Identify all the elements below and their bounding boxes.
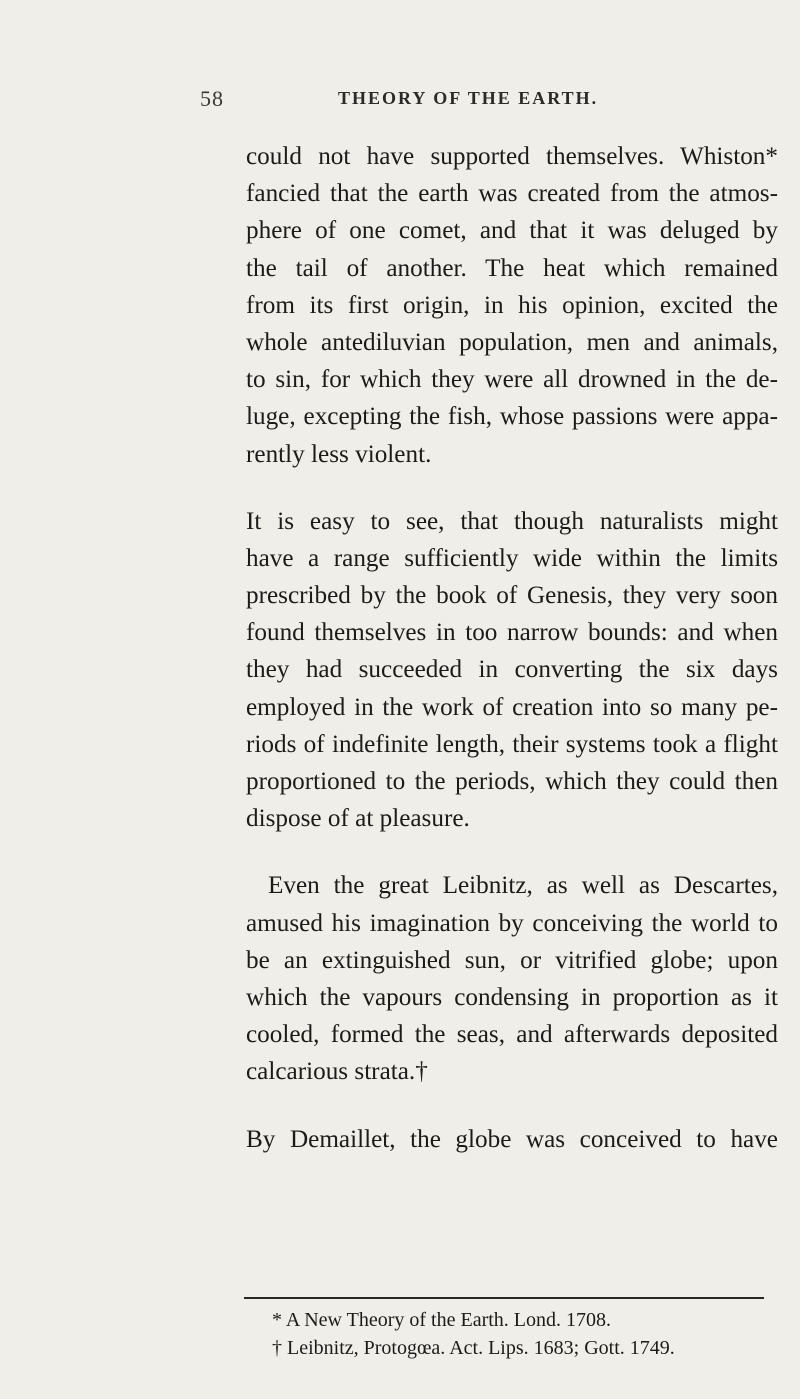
text-line: luge, excepting the fish, whose passions were appa- [246, 403, 778, 431]
text-line: fancied that the earth was created from the atmos- [246, 180, 778, 208]
text-line: riods of indefinite length, their systems took a flight [246, 730, 778, 758]
text-line: the tail of another. The heat which remained [246, 254, 778, 282]
text-line: amused his imagination by conceiving the world to [246, 909, 778, 937]
page-number: 58 [200, 86, 224, 111]
footnotes [272, 1306, 782, 1362]
paragraph [246, 138, 778, 473]
text-line: to sin, for which they were all drowned in the de- [246, 366, 778, 394]
text-line: whole antediluvian population, men and animals, [246, 328, 778, 356]
text-line: rently less violent. [246, 440, 432, 468]
text-line: which the vapours condensing in proportion as it [246, 983, 778, 1011]
text-line: dispose of at pleasure. [246, 805, 470, 833]
text-line: Even the great Leibnitz, as well as Descartes, [268, 872, 778, 900]
text-line: calcarious strata.† [246, 1058, 428, 1086]
text-line: could not have supported themselves. Whiston* [246, 143, 778, 170]
paragraph [246, 503, 778, 838]
paragraph [246, 1121, 778, 1158]
body-text [246, 138, 778, 1158]
text-line: It is easy to see, that though naturalists might [246, 507, 778, 535]
text-line: cooled, formed the seas, and afterwards deposited [246, 1021, 778, 1049]
text-line: have a range sufficiently wide within the limits [246, 544, 778, 572]
text-line: found themselves in too narrow bounds: and when [246, 619, 778, 647]
running-head: THEORY OF THE EARTH. [338, 88, 599, 108]
page-header [200, 86, 760, 116]
text-line: be an extinguished sun, or vitrified globe; upon [246, 946, 778, 974]
text-line: phere of one comet, and that it was deluged by [246, 217, 778, 245]
text-line: from its first origin, in his opinion, excited the [246, 291, 778, 319]
text-line: employed in the work of creation into so many pe- [246, 693, 778, 721]
text-line: they had succeeded in converting the six days [246, 656, 778, 684]
text-line: By Demaillet, the globe was conceived to have [246, 1125, 778, 1153]
text-line: proportioned to the periods, which they could then [246, 768, 778, 795]
footnote: * A New Theory of the Earth. Lond. 1708. [272, 1309, 612, 1331]
text-line: prescribed by the book of Genesis, they very soon [246, 582, 778, 610]
footnote: † Leibnitz, Protogœa. Act. Lips. 1683; Gott. 1749. [272, 1337, 675, 1359]
footnote-rule [244, 1297, 764, 1299]
paragraph [246, 867, 778, 1090]
